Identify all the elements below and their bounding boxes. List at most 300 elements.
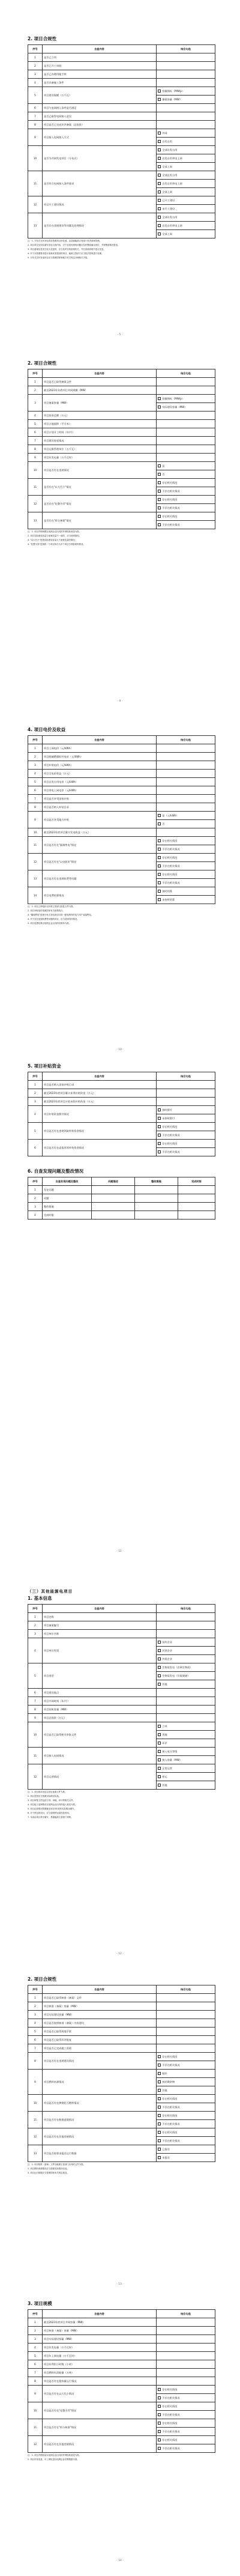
checkbox-icon[interactable] [158, 1125, 161, 1128]
row-option[interactable] [157, 1663, 215, 1672]
column-header-item: 自查内容 [43, 2310, 157, 2318]
row-option[interactable] [157, 2386, 215, 2394]
checkbox-icon[interactable] [158, 473, 161, 476]
row-number: 1 [28, 53, 43, 62]
row-option[interactable] [157, 2145, 215, 2154]
option-label: 其他 [162, 1783, 167, 1787]
checkbox-icon[interactable] [158, 523, 161, 526]
checkbox-icon[interactable] [158, 2396, 161, 2399]
row-option[interactable] [157, 2112, 215, 2120]
checkbox-icon[interactable] [158, 132, 161, 135]
checkbox-icon[interactable] [158, 1733, 161, 1736]
row-option[interactable] [157, 521, 215, 529]
row-item: 项目年上网电量（万千瓦时） [43, 2352, 157, 2360]
option-label: 存在相关情况 [162, 497, 178, 501]
checkbox-icon[interactable] [158, 2089, 161, 2092]
row-check-cell[interactable] [157, 412, 215, 420]
row-option[interactable] [157, 188, 215, 196]
row-number: 8 [28, 1706, 43, 1714]
checkbox-icon[interactable] [158, 1767, 161, 1770]
row-check-cell[interactable] [157, 770, 215, 778]
checkbox-icon[interactable] [158, 1750, 161, 1753]
issues-input-cell[interactable] [92, 1194, 135, 1203]
checkbox-icon[interactable] [158, 898, 161, 901]
row-check-cell[interactable] [157, 1613, 215, 1621]
row-check-cell[interactable] [157, 1630, 215, 1638]
row-check-cell[interactable] [157, 1714, 215, 1722]
row-option[interactable] [157, 879, 215, 887]
checkbox-icon[interactable] [158, 1117, 161, 1120]
row-check-cell[interactable] [157, 761, 215, 770]
issues-input-cell[interactable] [135, 1211, 178, 1220]
self-check-table [28, 1985, 215, 2162]
row-option[interactable] [157, 2419, 215, 2428]
table-row [28, 395, 215, 403]
table-row [28, 1081, 215, 1089]
checkbox-icon[interactable] [158, 207, 161, 210]
row-number: 7 [28, 795, 43, 803]
issues-input-cell[interactable] [178, 1186, 215, 1194]
row-check-cell[interactable] [157, 2036, 215, 2044]
row-item: 项目年利用小时数（小时） [43, 2360, 157, 2369]
row-option[interactable] [157, 820, 215, 828]
checkbox-icon[interactable] [158, 1683, 161, 1686]
row-option[interactable] [157, 138, 215, 146]
row-number: 5 [28, 420, 43, 428]
checkbox-icon[interactable] [158, 1657, 161, 1660]
row-number: 1 [28, 744, 43, 753]
table-row [28, 812, 215, 820]
row-check-cell[interactable] [157, 828, 215, 837]
checkbox-icon[interactable] [158, 2106, 161, 2109]
self-check-table [28, 1604, 215, 1790]
row-option[interactable] [157, 2053, 215, 2061]
row-option[interactable] [157, 487, 215, 496]
row-option[interactable] [157, 1131, 215, 1140]
row-check-cell[interactable] [157, 79, 215, 87]
checkbox-icon[interactable] [158, 839, 161, 842]
row-option[interactable] [157, 462, 215, 470]
checkbox-icon[interactable] [158, 881, 161, 884]
row-option[interactable] [157, 196, 215, 205]
row-option[interactable] [157, 403, 215, 412]
row-option[interactable] [157, 2061, 215, 2070]
row-check-cell[interactable] [157, 2044, 215, 2053]
row-option[interactable] [157, 2137, 215, 2145]
row-check-cell[interactable] [157, 2377, 215, 2386]
issues-input-cell[interactable] [135, 1203, 178, 1211]
row-option[interactable] [157, 812, 215, 820]
checkbox-icon[interactable] [158, 199, 161, 202]
row-item: 项目建设进度情况 [43, 437, 157, 445]
checkbox-icon[interactable] [158, 2080, 161, 2083]
checkbox-icon[interactable] [158, 182, 161, 185]
checkbox-icon[interactable] [158, 490, 161, 493]
row-option[interactable] [157, 504, 215, 512]
row-check-cell[interactable] [157, 778, 215, 786]
row-number: 11 [28, 837, 43, 854]
checkbox-icon[interactable] [158, 873, 161, 876]
row-option[interactable] [157, 2394, 215, 2402]
row-option[interactable] [157, 896, 215, 904]
row-check-cell[interactable] [157, 1621, 215, 1630]
issues-input-cell[interactable] [92, 1211, 135, 1220]
row-check-cell[interactable] [157, 2352, 215, 2360]
checkbox-icon[interactable] [158, 814, 161, 817]
row-option[interactable] [157, 1731, 215, 1739]
row-check-cell[interactable] [157, 1689, 215, 1697]
row-option[interactable] [157, 163, 215, 171]
row-check-cell[interactable] [157, 744, 215, 753]
row-check-cell[interactable] [157, 2344, 215, 2352]
row-item: 是否存在"化整为零"情况 [43, 496, 157, 512]
checkbox-icon[interactable] [158, 406, 161, 409]
checkbox-icon[interactable] [158, 2438, 161, 2441]
checkbox-icon[interactable] [158, 140, 161, 143]
row-option[interactable] [157, 479, 215, 487]
row-option[interactable] [157, 2078, 215, 2086]
row-option[interactable] [157, 862, 215, 870]
row-option[interactable] [157, 2436, 215, 2444]
table-row [28, 2070, 215, 2078]
row-check-cell[interactable] [157, 803, 215, 812]
table-row [28, 1098, 215, 1106]
issues-input-cell[interactable] [178, 1203, 215, 1211]
row-number: 10 [28, 146, 43, 171]
row-check-cell[interactable] [157, 786, 215, 795]
option-label: 不存在相关情况 [162, 881, 180, 884]
table-note: 3. 项目备案信息发生较大变更的，应当及时告知备案机关，并在备案系统中进行变更。 [28, 248, 106, 251]
row-option[interactable] [157, 1655, 215, 1663]
row-option[interactable] [157, 1764, 215, 1773]
checkbox-icon[interactable] [158, 848, 161, 851]
row-check-cell[interactable] [157, 1089, 215, 1098]
checkbox-icon[interactable] [158, 190, 161, 193]
checkbox-icon[interactable] [158, 90, 161, 93]
row-option[interactable] [157, 887, 215, 896]
checkbox-icon[interactable] [158, 464, 161, 467]
row-check-cell[interactable] [157, 104, 215, 112]
table-row [28, 2053, 215, 2061]
checkbox-icon[interactable] [158, 2388, 161, 2391]
checkbox-icon[interactable] [158, 1649, 161, 1652]
row-item: 项目是否纳入补贴目录 [43, 803, 157, 812]
table-row [28, 2335, 215, 2344]
row-option[interactable] [157, 2128, 215, 2137]
checkbox-icon[interactable] [158, 174, 161, 177]
row-option[interactable] [157, 1114, 215, 1123]
row-check-cell[interactable] [157, 112, 215, 121]
row-option[interactable] [157, 1123, 215, 1131]
row-option[interactable] [157, 2086, 215, 2095]
checkbox-icon[interactable] [158, 856, 161, 859]
row-option[interactable] [157, 1739, 215, 1748]
column-header-item: 自查内容 [43, 45, 157, 53]
row-option[interactable] [157, 2444, 215, 2453]
checkbox-icon[interactable] [158, 1134, 161, 1137]
row-number: 7 [28, 112, 43, 121]
checkbox-icon[interactable] [158, 98, 161, 101]
checkbox-icon[interactable] [158, 2447, 161, 2450]
option-label: 不存在相关情况 [162, 2122, 180, 2125]
checkbox-icon[interactable] [158, 397, 161, 400]
row-option[interactable] [157, 222, 215, 230]
table-row [28, 62, 215, 70]
row-option[interactable] [157, 1756, 215, 1764]
option-label: 自发自用余电上网 [162, 156, 182, 160]
row-option[interactable] [157, 1647, 215, 1655]
checkbox-icon[interactable] [158, 506, 161, 509]
row-check-cell[interactable] [157, 1706, 215, 1714]
issues-input-cell[interactable] [135, 1194, 178, 1203]
row-check-cell[interactable] [157, 62, 215, 70]
checkbox-icon[interactable] [158, 1142, 161, 1145]
checkbox-icon[interactable] [158, 2413, 161, 2416]
section-title: 2. 项目合规性 [28, 1976, 57, 1982]
table-header-row [28, 1605, 215, 1613]
checkbox-icon[interactable] [158, 1641, 161, 1644]
row-option[interactable] [157, 2103, 215, 2112]
checkbox-icon[interactable] [158, 822, 161, 825]
row-item: 项目是否已完成环评备案（总投资） [43, 121, 157, 129]
column-header-check: 结合勾选 [157, 1985, 215, 1994]
row-check-cell[interactable] [157, 437, 215, 445]
checkbox-icon[interactable] [158, 1758, 161, 1761]
checkbox-icon[interactable] [158, 2114, 161, 2117]
row-check-cell[interactable] [157, 420, 215, 428]
row-check-cell[interactable] [157, 795, 215, 803]
checkbox-icon[interactable] [158, 1725, 161, 1728]
issues-input-cell[interactable] [92, 1186, 135, 1194]
row-item: 截至2023年底项目累计发电收益（万元） [43, 828, 157, 837]
row-option[interactable] [157, 845, 215, 854]
row-option[interactable] [157, 213, 215, 222]
row-check-cell[interactable] [157, 2011, 215, 2019]
checkbox-icon[interactable] [158, 1108, 161, 1111]
row-option[interactable] [157, 470, 215, 479]
row-check-cell[interactable] [157, 2028, 215, 2036]
row-number: 11 [28, 479, 43, 496]
row-check-cell[interactable] [157, 378, 215, 386]
option-label: 实际建设容量（MW） [162, 405, 187, 409]
table-row [28, 386, 215, 395]
section [28, 1589, 215, 1819]
row-item: 是否为并网发电项目（分布式） [43, 146, 157, 171]
row-check-cell[interactable] [157, 1994, 215, 2002]
row-number: 5 [28, 2352, 43, 2360]
checkbox-icon[interactable] [158, 2430, 161, 2433]
issues-input-cell[interactable] [178, 1194, 215, 1203]
issues-input-cell[interactable] [178, 1211, 215, 1220]
checkbox-icon[interactable] [158, 1784, 161, 1787]
row-number: 13 [28, 213, 43, 238]
option-label: 不存在相关情况 [162, 1133, 180, 1137]
checkbox-icon[interactable] [158, 1150, 161, 1153]
option-label: 自发自用余电上网 [162, 181, 182, 185]
row-option[interactable] [157, 87, 215, 96]
checkbox-icon[interactable] [158, 864, 161, 867]
checkbox-icon[interactable] [158, 481, 161, 484]
column-header-check: 结合勾选 [157, 1072, 215, 1081]
checkbox-icon[interactable] [158, 2072, 161, 2075]
row-option[interactable] [157, 154, 215, 163]
row-option[interactable] [157, 1140, 215, 1148]
row-option[interactable] [157, 2154, 215, 2162]
row-check-cell[interactable] [157, 2019, 215, 2028]
row-option[interactable] [157, 205, 215, 213]
checkbox-icon[interactable] [158, 2422, 161, 2425]
row-option[interactable] [157, 2428, 215, 2436]
checkbox-icon[interactable] [158, 515, 161, 518]
checkbox-icon[interactable] [158, 2139, 161, 2142]
checkbox-icon[interactable] [158, 224, 161, 227]
table-note: 2. 项目单位应如实填写项目自查内容，对于自查发现的问题应及时整改落实到位，并将整改情况报送。 [28, 244, 120, 246]
checkbox-icon[interactable] [158, 2097, 161, 2100]
self-check-table [28, 1072, 215, 1156]
row-option[interactable] [157, 1781, 215, 1790]
option-label: 林业剩余物 [162, 2080, 175, 2083]
row-option[interactable] [157, 180, 215, 188]
checkbox-icon[interactable] [158, 2131, 161, 2134]
issues-header-row [28, 1177, 215, 1186]
row-option[interactable] [157, 2120, 215, 2128]
row-number: 9 [28, 2070, 43, 2095]
row-option[interactable] [157, 854, 215, 862]
option-label: 存在相关情况 [162, 2438, 178, 2441]
option-label: 全部自发自用 [162, 173, 178, 177]
row-check-cell[interactable] [157, 1098, 215, 1106]
section-title: 3. 项目规模 [28, 2301, 52, 2306]
row-option[interactable] [157, 1773, 215, 1781]
row-number: 9 [28, 129, 43, 146]
row-number: 1 [28, 1613, 43, 1621]
checkbox-icon[interactable] [158, 890, 161, 893]
page-number: - 10 - [116, 1048, 124, 1051]
row-check-cell[interactable] [157, 445, 215, 454]
row-check-cell[interactable] [157, 2002, 215, 2011]
row-option[interactable] [157, 1680, 215, 1689]
row-item: 项目是否按要求报送运行数据 [43, 2145, 157, 2162]
row-option[interactable] [157, 1748, 215, 1756]
table-row [28, 437, 215, 445]
row-number: 1 [28, 1994, 43, 2002]
row-option[interactable] [157, 395, 215, 403]
column-header-item: 自查内容 [43, 1985, 157, 1994]
row-check-cell[interactable] [157, 386, 215, 395]
row-option[interactable] [157, 1148, 215, 1156]
row-option[interactable] [157, 2402, 215, 2411]
issues-input-cell[interactable] [92, 1203, 135, 1211]
checkbox-icon[interactable] [158, 148, 161, 151]
row-item: 项目是否享受地方补贴 [43, 812, 157, 828]
row-check-cell[interactable] [157, 2369, 215, 2377]
row-item: 是否已开工审批 [43, 62, 157, 70]
row-check-cell[interactable] [157, 121, 215, 129]
row-check-cell[interactable] [157, 53, 215, 62]
row-option[interactable] [157, 870, 215, 879]
row-option[interactable] [157, 2095, 215, 2103]
option-label: 生物质发电（农林生物质） [162, 1665, 193, 1669]
row-option[interactable] [157, 129, 215, 138]
checkbox-icon[interactable] [158, 232, 161, 235]
checkbox-icon[interactable] [158, 2156, 161, 2159]
row-number: 5 [28, 778, 43, 786]
checkbox-icon[interactable] [158, 216, 161, 219]
row-check-cell[interactable] [157, 2360, 215, 2369]
row-check-cell[interactable] [157, 428, 215, 437]
row-check-cell[interactable] [157, 2318, 215, 2327]
table-note: 4. 对于未按照要求进行备案或者建设的项目，能源主管部门应当依法依规进行处理。 [28, 252, 104, 255]
checkbox-icon[interactable] [158, 2064, 161, 2067]
row-check-cell[interactable] [157, 1697, 215, 1706]
row-item: 项目是否存在"化整为零"情况 [43, 2402, 157, 2419]
row-check-cell[interactable] [157, 70, 215, 79]
option-label: 并网 [162, 131, 167, 135]
row-option[interactable] [157, 1638, 215, 1647]
row-item: 项目年发电量（万千瓦时） [43, 2344, 157, 2352]
row-check-cell[interactable] [157, 1081, 215, 1089]
checkbox-icon[interactable] [158, 1775, 161, 1778]
row-check-cell[interactable] [157, 454, 215, 462]
row-number: 7 [28, 437, 43, 445]
checkbox-icon[interactable] [158, 2055, 161, 2058]
issues-input-cell[interactable] [135, 1186, 178, 1194]
row-item: 项目是否存在超容量运行情况 [43, 2377, 157, 2386]
checkbox-icon[interactable] [158, 1674, 161, 1677]
option-label: 存在相关情况 [162, 1141, 178, 1145]
option-label: 不存在相关情况 [162, 489, 180, 493]
row-number: 2 [28, 62, 43, 70]
table-row [28, 770, 215, 778]
row-check-cell[interactable] [157, 2327, 215, 2335]
checkbox-icon[interactable] [158, 2148, 161, 2151]
row-item: 项目接入电网情况 [43, 1748, 157, 1764]
row-option[interactable] [157, 96, 215, 104]
row-item: 是否具备施工条件 [43, 79, 157, 87]
row-option[interactable] [157, 171, 215, 180]
row-number: 6 [28, 2036, 43, 2044]
row-number: 12 [28, 2128, 43, 2145]
checkbox-icon[interactable] [158, 1742, 161, 1745]
row-check-cell[interactable] [157, 2335, 215, 2344]
checkbox-icon[interactable] [158, 498, 161, 501]
row-item: 项目是否按照核准（备案）内容建设 [43, 2019, 157, 2028]
checkbox-icon[interactable] [158, 2122, 161, 2125]
checkbox-icon[interactable] [158, 1666, 161, 1669]
row-option[interactable] [157, 837, 215, 845]
row-check-cell[interactable] [157, 753, 215, 761]
checkbox-icon[interactable] [158, 157, 161, 160]
row-option[interactable] [157, 2070, 215, 2078]
row-option[interactable] [157, 1672, 215, 1680]
table-row [28, 803, 215, 812]
row-option[interactable] [157, 1722, 215, 1731]
checkbox-icon[interactable] [158, 165, 161, 168]
checkbox-icon[interactable] [158, 2405, 161, 2408]
option-label: 不存在相关情况 [162, 506, 180, 509]
row-option[interactable] [157, 1106, 215, 1114]
row-option[interactable] [157, 2411, 215, 2419]
row-option[interactable] [157, 230, 215, 238]
row-item: 项目是否已取得核准（备案）文件 [43, 1994, 157, 2002]
row-item: 项目装机容量（MW） [43, 1706, 157, 1714]
issues-label: 存在问题 [43, 1186, 92, 1194]
row-option[interactable] [157, 496, 215, 504]
row-option[interactable] [157, 512, 215, 521]
row-option[interactable] [157, 146, 215, 154]
table-row [28, 1697, 215, 1706]
table-row [28, 2318, 215, 2327]
